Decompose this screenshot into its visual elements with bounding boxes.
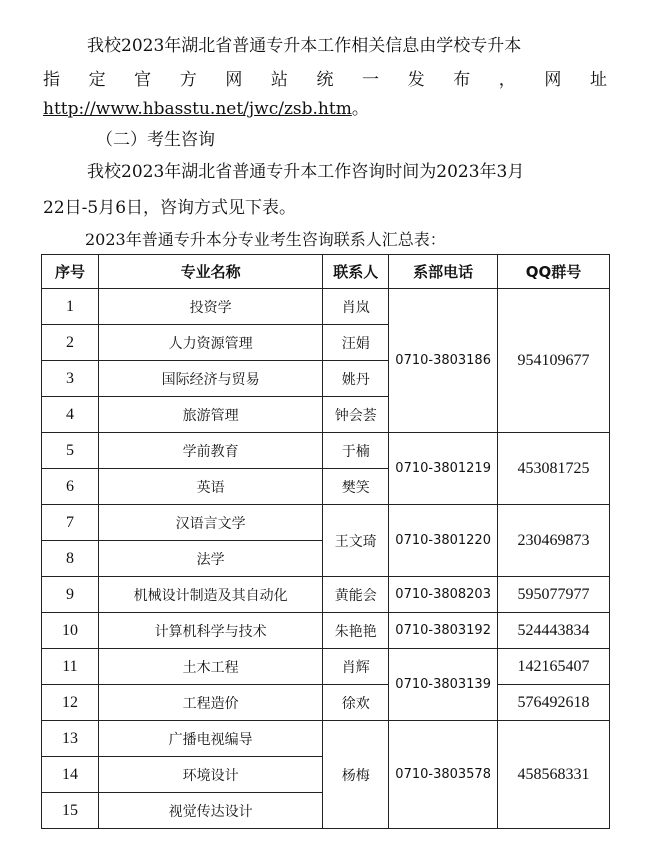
header-no: 序号 <box>42 255 99 289</box>
row-no: 1 <box>42 289 99 325</box>
paragraph-1-line-2 <box>43 68 607 92</box>
contact-table <box>41 254 610 829</box>
row-major: 人力资源管理 <box>98 325 322 361</box>
row-major: 旅游管理 <box>98 397 322 433</box>
char: 站 <box>270 70 288 90</box>
row-no: 12 <box>42 685 99 721</box>
row-qq: 453081725 <box>498 433 610 505</box>
row-major: 学前教育 <box>98 433 322 469</box>
row-no: 7 <box>42 505 99 541</box>
row-contact: 徐欢 <box>323 685 389 721</box>
char: 发 <box>407 70 425 90</box>
char: ， <box>498 70 516 90</box>
table-caption: 2023年普通专升本分专业考生咨询联系人汇总表： <box>85 230 446 249</box>
period: 。 <box>351 99 369 119</box>
table-row <box>42 289 610 325</box>
row-contact: 汪娟 <box>323 325 389 361</box>
char: 网 <box>225 70 243 90</box>
row-no: 10 <box>42 613 99 649</box>
row-no: 2 <box>42 325 99 361</box>
row-contact: 杨梅 <box>323 721 389 829</box>
row-major: 国际经济与贸易 <box>98 361 322 397</box>
header-qq: QQ群号 <box>498 255 610 289</box>
row-major: 工程造价 <box>98 685 322 721</box>
row-contact: 朱艳艳 <box>323 613 389 649</box>
row-no: 8 <box>42 541 99 577</box>
row-no: 5 <box>42 433 99 469</box>
row-qq: 595077977 <box>498 577 610 613</box>
table-row <box>42 505 610 541</box>
char: 指 <box>43 70 60 90</box>
paragraph-2-line-1: 我校2023年湖北省普通专升本工作咨询时间为2023年3月 <box>87 162 525 182</box>
row-qq: 954109677 <box>498 289 610 433</box>
row-no: 3 <box>42 361 99 397</box>
header-contact: 联系人 <box>323 255 389 289</box>
table-row <box>42 685 610 721</box>
header-major: 专业名称 <box>98 255 322 289</box>
table-row <box>42 433 610 469</box>
char: 网 <box>544 70 562 90</box>
row-no: 13 <box>42 721 99 757</box>
row-qq: 458568331 <box>498 721 610 829</box>
row-major: 法学 <box>98 541 322 577</box>
row-contact: 黄能会 <box>323 577 389 613</box>
table-header-row <box>42 255 610 289</box>
char: 统 <box>316 70 334 90</box>
header-phone: 系部电话 <box>389 255 498 289</box>
row-phone: 0710-3801219 <box>389 433 498 505</box>
row-no: 15 <box>42 793 99 829</box>
row-qq: 230469873 <box>498 505 610 577</box>
row-no: 11 <box>42 649 99 685</box>
row-major: 计算机科学与技术 <box>98 613 322 649</box>
char: 一 <box>362 70 380 90</box>
row-contact: 于楠 <box>323 433 389 469</box>
row-major: 机械设计制造及其自动化 <box>98 577 322 613</box>
paragraph-1-line-3 <box>43 97 607 121</box>
char: 址 <box>589 70 607 90</box>
row-major: 英语 <box>98 469 322 505</box>
char: 官 <box>134 70 152 90</box>
paragraph-1-line-1: 我校2023年湖北省普通专升本工作相关信息由学校专升本 <box>87 36 522 56</box>
row-contact: 王文琦 <box>323 505 389 577</box>
table-row <box>42 721 610 757</box>
row-contact: 肖岚 <box>323 289 389 325</box>
row-major: 视觉传达设计 <box>98 793 322 829</box>
table-row <box>42 577 610 613</box>
row-no: 4 <box>42 397 99 433</box>
row-qq: 524443834 <box>498 613 610 649</box>
website-link[interactable]: http://www.hbasstu.net/jwc/zsb.htm <box>43 99 352 119</box>
row-contact: 姚丹 <box>323 361 389 397</box>
row-phone: 0710-3808203 <box>389 577 498 613</box>
char: 定 <box>88 70 106 90</box>
row-major: 投资学 <box>98 289 322 325</box>
section-heading: （二）考生咨询 <box>96 130 215 150</box>
row-no: 9 <box>42 577 99 613</box>
row-phone: 0710-3803578 <box>389 721 498 829</box>
row-phone: 0710-3801220 <box>389 505 498 577</box>
row-contact: 钟会荟 <box>323 397 389 433</box>
row-no: 6 <box>42 469 99 505</box>
row-major: 环境设计 <box>98 757 322 793</box>
row-contact: 樊笑 <box>323 469 389 505</box>
row-no: 14 <box>42 757 99 793</box>
row-major: 广播电视编导 <box>98 721 322 757</box>
row-phone: 0710-3803186 <box>389 289 498 433</box>
row-phone: 0710-3803139 <box>389 649 498 721</box>
row-phone: 0710-3803192 <box>389 613 498 649</box>
char: 布 <box>453 70 471 90</box>
row-major: 土木工程 <box>98 649 322 685</box>
row-qq: 576492618 <box>498 685 610 721</box>
char: 方 <box>179 70 197 90</box>
table-row <box>42 649 610 685</box>
row-major: 汉语言文学 <box>98 505 322 541</box>
row-contact: 肖辉 <box>323 649 389 685</box>
row-qq: 142165407 <box>498 649 610 685</box>
table-row <box>42 613 610 649</box>
paragraph-2-line-2: 22日-5月6日，咨询方式见下表。 <box>43 198 297 218</box>
